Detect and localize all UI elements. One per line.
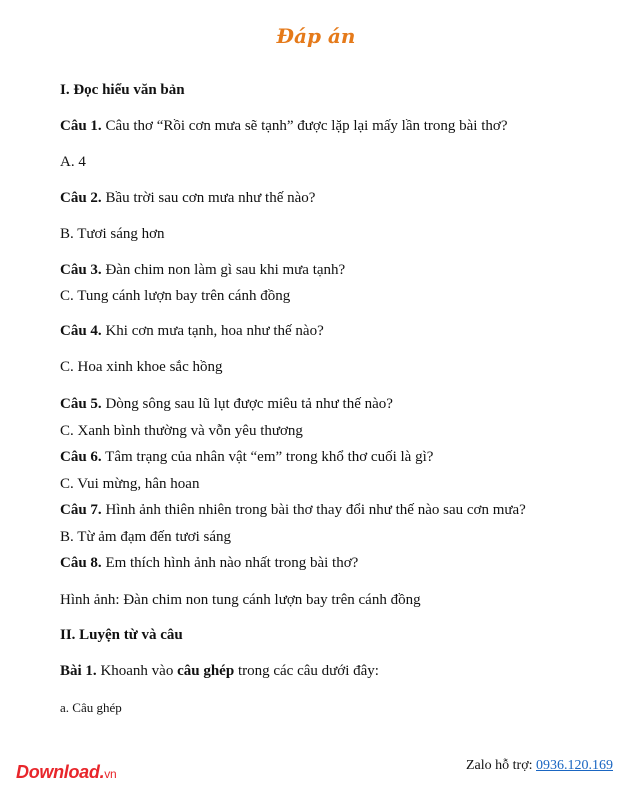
page-title: Đáp án <box>276 24 356 48</box>
answer-4: C. Hoa xinh khoe sắc hồng <box>60 359 223 375</box>
section-heading-vocabulary: II. Luyện từ và câu <box>60 627 183 643</box>
answer-1: A. 4 <box>60 154 86 170</box>
question-7: Câu 7. Hình ảnh thiên nhiên trong bài thơ thay đổi như thế nào sau cơn mưa? <box>60 502 526 518</box>
answer-3: C. Tung cánh lượn bay trên cánh đồng <box>60 288 291 304</box>
answer-2: B. Tươi sáng hơn <box>60 226 165 242</box>
answer-8: Hình ảnh: Đàn chim non tung cánh lượn bay trên cánh đồng <box>60 592 421 608</box>
question-4: Câu 4. Khi cơn mưa tạnh, hoa như thế nào? <box>60 323 324 339</box>
exercise-1: Bài 1. Khoanh vào câu ghép trong các câu dưới đây: <box>60 663 379 679</box>
question-6: Câu 6. Tâm trạng của nhân vật “em” trong khổ thơ cuối là gì? <box>60 449 434 465</box>
answer-7: B. Từ ảm đạm đến tươi sáng <box>60 529 231 545</box>
section-heading-reading: I. Đọc hiểu văn bản <box>60 82 185 98</box>
answer-6: C. Vui mừng, hân hoan <box>60 476 200 492</box>
question-3: Câu 3. Đàn chim non làm gì sau khi mưa tạnh? <box>60 262 346 278</box>
download-vn-logo[interactable]: Download.vn <box>16 762 117 782</box>
zalo-phone-link[interactable]: 0936.120.169 <box>536 758 613 773</box>
answer-5: C. Xanh bình thường và vỗn yêu thương <box>60 423 303 439</box>
zalo-support: Zalo hỗ trợ: 0936.120.169 <box>466 758 613 773</box>
question-2: Câu 2. Bầu trời sau cơn mưa như thế nào? <box>60 190 316 206</box>
exercise-1-item-a: a. Câu ghép <box>60 700 122 715</box>
question-1: Câu 1. Câu thơ “Rồi cơn mưa sẽ tạnh” được lặp lại mấy lần trong bài thơ? <box>60 118 508 134</box>
question-5: Câu 5. Dòng sông sau lũ lụt được miêu tả như thế nào? <box>60 396 393 412</box>
question-8: Câu 8. Em thích hình ảnh nào nhất trong bài thơ? <box>60 555 359 571</box>
